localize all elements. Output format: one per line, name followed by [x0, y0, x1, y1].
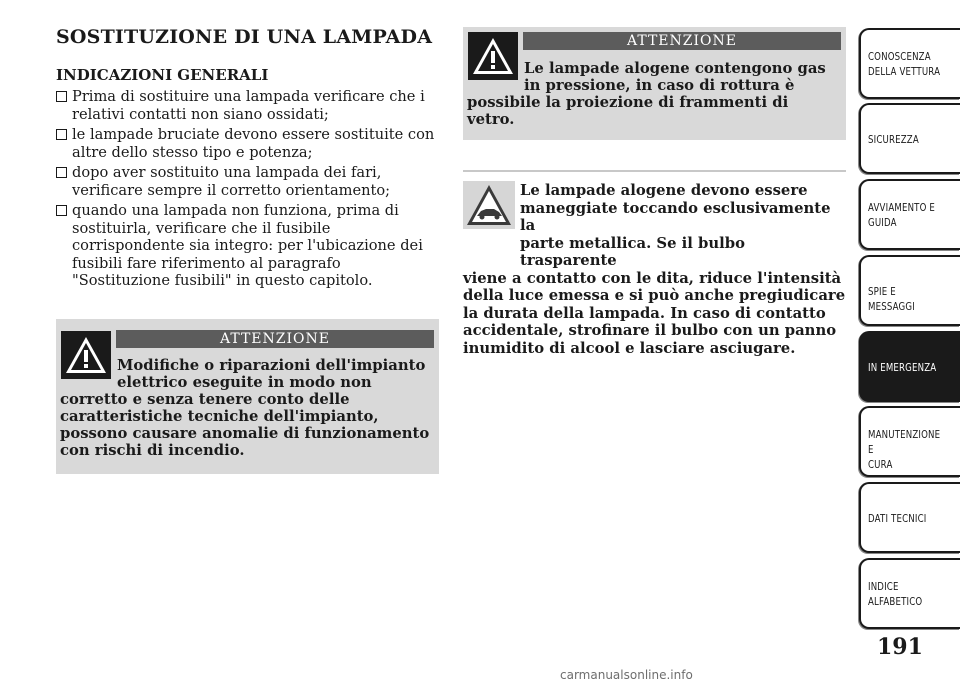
warning-text: Modifiche o riparazioni dell'impianto elettrico eseguite in modo non corretto e senza tenere conto delle caratteristiche tecniche dell'impianto, possono causare anomalie di funzionamento con rischi di incendio. [60, 357, 430, 459]
tab-avviamento-e-guida[interactable]: AVVIAMENTO E GUIDA [859, 179, 960, 250]
note-text: Le lampade alogene devono essere maneggiate toccando esclusivamente la parte metallica. Se il bulbo trasparente viene a contatto con le dita, riduce l'intensità della luce emessa e si può anche pregiudicare la durata della lampada. In caso di contatto accidentale, strofinare il bulbo con un panno inumidito di alcool e lasciare asciugare. [463, 182, 846, 357]
tab-manutenzione-e-cura[interactable]: MANUTENZIONE E CURA [859, 406, 960, 477]
watermark: carmanualsonline.info [560, 668, 693, 682]
separator [463, 170, 846, 172]
list-item: dopo aver sostituito una lampada dei fari, verificare sempre il corretto orientamento; [56, 164, 440, 199]
warning-box [463, 27, 846, 140]
checkbox-bullet-icon [56, 91, 67, 102]
warning-label: ATTENZIONE [116, 330, 434, 348]
warning-text: Le lampade alogene contengono gas in pressione, in caso di rottura è possibile la proiezione di frammenti di vetro. [467, 60, 826, 128]
checkbox-bullet-icon [56, 205, 67, 216]
tab-conoscenza-della-vettura[interactable]: CONOSCENZA DELLA VETTURA [859, 28, 960, 99]
tab-sicurezza[interactable]: SICUREZZA [859, 103, 960, 174]
list-item: Prima di sostituire una lampada verificare che i relativi contatti non siano ossidati; [56, 88, 440, 123]
list-item: le lampade bruciate devono essere sostituite con altre dello stesso tipo e potenza; [56, 126, 440, 161]
general-heading: INDICAZIONI GENERALI [56, 66, 269, 84]
general-list [56, 88, 440, 293]
warning-label: ATTENZIONE [523, 32, 841, 50]
tab-dati-tecnici[interactable]: DATI TECNICI [859, 482, 960, 553]
page-number: 191 [877, 634, 923, 660]
section-title: SOSTITUZIONE DI UNA LAMPADA [56, 26, 433, 48]
tab-spie-e-messaggi[interactable]: SPIE E MESSAGGI [859, 255, 960, 326]
checkbox-bullet-icon [56, 129, 67, 140]
list-item: quando una lampada non funziona, prima di sostituirla, verificare che il fusibile corrispondente sia integro: per l'ubicazione dei fusibili fare riferimento al paragrafo "Sostituzione fusibili" in questo capitolo. [56, 202, 440, 290]
warning-box [56, 319, 439, 474]
tab-in-emergenza[interactable]: IN EMERGENZA [859, 331, 960, 402]
checkbox-bullet-icon [56, 167, 67, 178]
tab-indice-alfabetico[interactable]: INDICE ALFABETICO [859, 558, 960, 629]
